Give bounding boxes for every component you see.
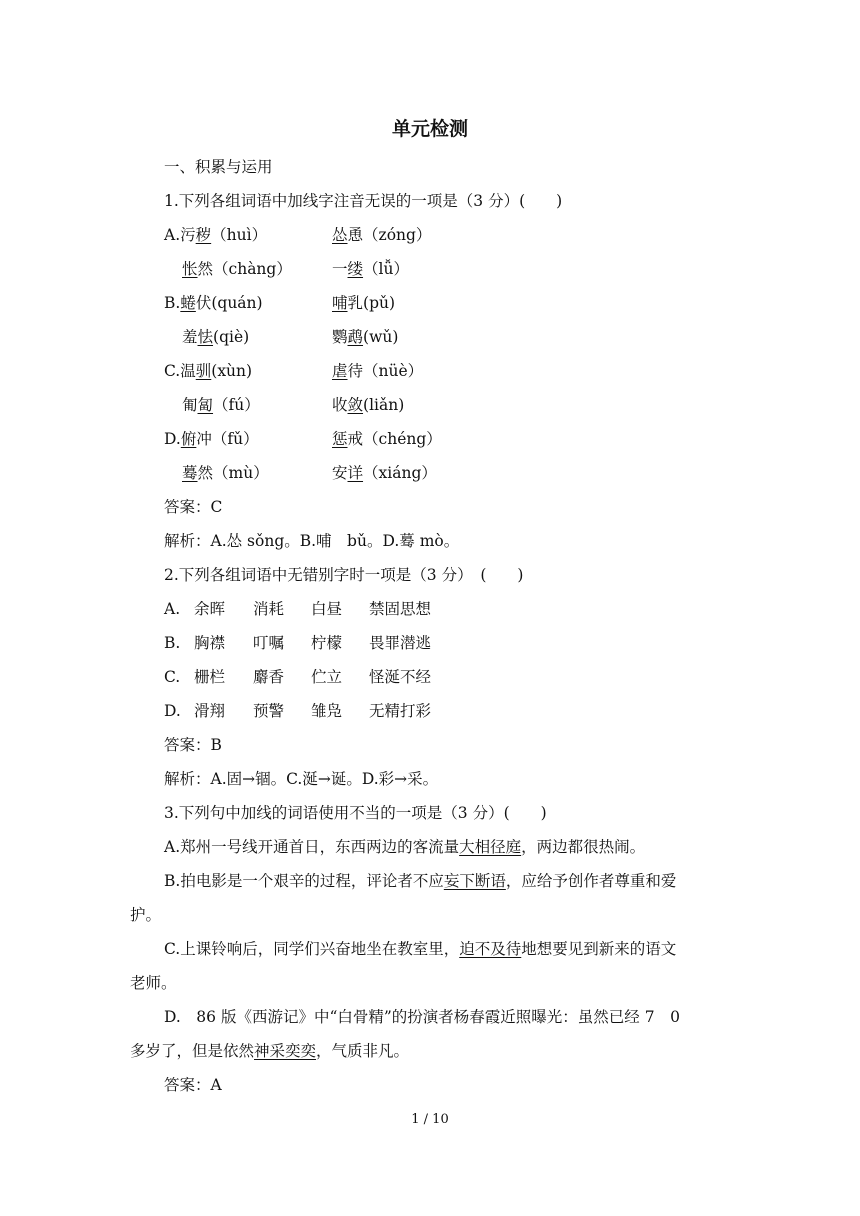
question-2-stem: 2.下列各组词语中无错别字时一项是（3 分） ( ) (164, 566, 524, 584)
page-number: 1 / 10 (411, 1112, 449, 1127)
q3-option-a: A.郑州一号线开通首日，东西两边的客流量大相径庭，两边都很热闹。 (164, 838, 646, 856)
q1-analysis: 解析：A.怂 sǒng。B.哺 bǔ。D.蓦 mò。 (164, 532, 460, 550)
q1-option-c-row1: C.温驯(xùn) (164, 362, 253, 380)
q1-option-d-row1: D.俯冲（fǔ） (164, 430, 259, 448)
section-heading: 一、积累与运用 (164, 158, 273, 176)
question-1-stem: 1.下列各组词语中加线字注音无误的一项是（3 分）( ) (164, 192, 563, 210)
q1-option-a-word3: 怅然（chàng） (182, 260, 292, 278)
q1-option-b-word2: 哺乳(pǔ) (332, 294, 396, 312)
q3-option-d: D. 86 版《西游记》中“白骨精”的扮演者杨春霞近照曝光：虽然已经 7 0 (164, 1008, 680, 1026)
page-title: 单元检测 (391, 118, 468, 140)
q3-option-c: C.上课铃响后，同学们兴奋地坐在教室里，迫不及待地想要见到新来的语文 (164, 940, 677, 958)
q2-option-a: A. 余晖 消耗 白昼 禁固思想 (164, 600, 432, 618)
q3-answer: 答案：A (164, 1076, 222, 1094)
q1-option-d-word3: 蓦然（mù） (182, 464, 269, 482)
q1-option-d-word2: 惩戒（chéng） (332, 430, 442, 448)
q1-option-b-word3: 羞怯(qiè) (182, 328, 250, 346)
q1-option-c-word3: 匍匐（fú） (182, 396, 260, 414)
q2-option-c: C. 栅栏 麝香 伫立 怪涎不经 (164, 668, 432, 686)
q2-option-b: B. 胸襟 叮嘱 柠檬 畏罪潜逃 (164, 634, 432, 652)
q3-option-d-cont: 多岁了，但是依然神采奕奕，气质非凡。 (130, 1042, 410, 1060)
q3-option-c-cont: 老师。 (130, 974, 177, 992)
q2-option-d: D. 滑翔 预警 雏凫 无精打彩 (164, 702, 432, 720)
question-3-stem: 3.下列句中加线的词语使用不当的一项是（3 分）( ) (164, 804, 547, 822)
q1-option-b-row1: B.蜷伏(quán) (164, 294, 263, 312)
q2-analysis: 解析：A.固→锢。C.涎→诞。D.彩→采。 (164, 770, 439, 788)
q1-option-a-row1: A.污秽（huì） (164, 226, 268, 244)
q1-option-d-word4: 安详（xiáng） (332, 464, 437, 482)
q1-option-c-word2: 虐待（nüè） (332, 362, 424, 380)
q1-option-b-word4: 鹦鹉(wǔ) (332, 328, 399, 346)
q1-option-c-word4: 收敛(liǎn) (332, 396, 405, 414)
q3-option-b-cont: 护。 (130, 906, 162, 924)
q2-answer: 答案：B (164, 736, 222, 754)
q3-option-b: B.拍电影是一个艰辛的过程，评论者不应妄下断语，应给予创作者尊重和爱 (164, 872, 677, 890)
q1-answer: 答案：C (164, 498, 223, 516)
q1-option-a-word2: 怂恿（zóng） (332, 226, 432, 244)
q1-option-a-word4: 一缕（lǚ） (332, 260, 409, 278)
